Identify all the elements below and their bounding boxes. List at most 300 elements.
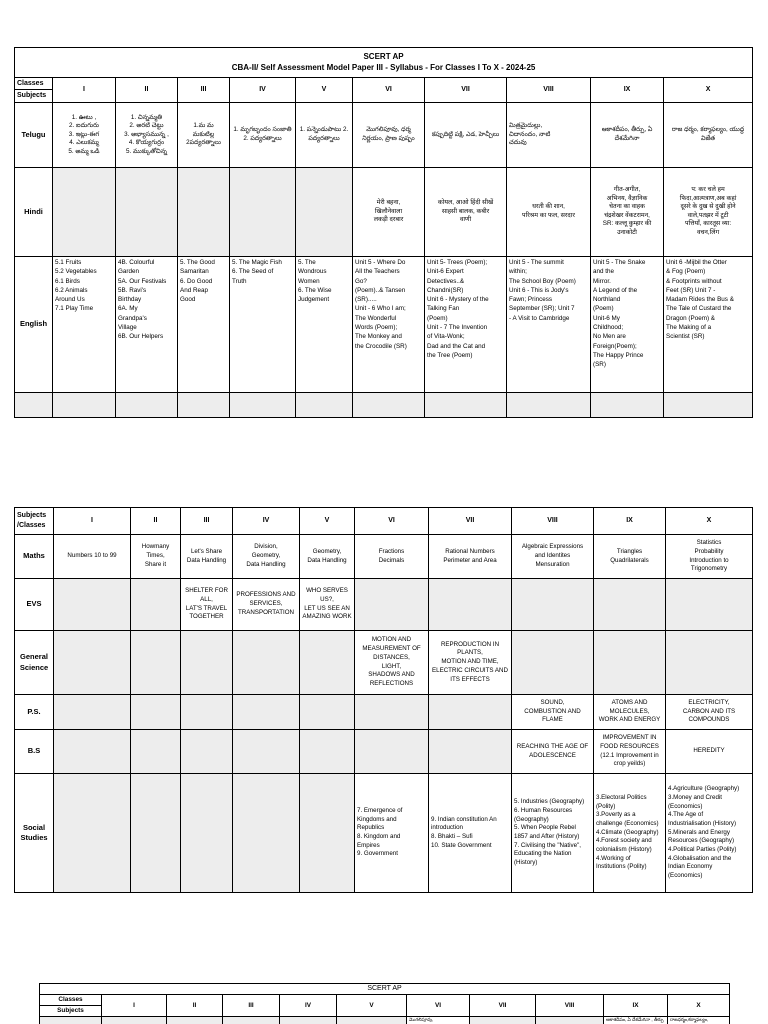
cell-line: HEREDITY — [693, 747, 725, 755]
table-title — [15, 48, 753, 78]
cell-line: 5. The — [298, 258, 316, 266]
cell-line: 5B. Ravi's — [118, 286, 147, 294]
cell-line: (Poem) — [593, 305, 614, 313]
cell-line: SR: कल्लू कुम्हार की — [602, 220, 652, 228]
subject-line: Social — [22, 822, 46, 832]
cell-evs — [181, 579, 233, 631]
cell-line: 5.Minerals and Energy — [668, 828, 730, 836]
class-header: IV — [230, 78, 296, 103]
cell-line: రాజ ధర్మం, కర్మాఫల్యం, యుద్ధ విజేత — [671, 126, 745, 142]
cell-line: 6. The Wise — [298, 286, 332, 294]
cell-telugu — [664, 102, 753, 167]
cell-line: Institutions (Polity) — [596, 863, 647, 871]
cell-line: वाणी — [459, 216, 472, 224]
cell-line: Unit 5 - The summit — [509, 258, 564, 266]
cell-line: 3. ఇట్లు-ఈగ — [68, 130, 100, 138]
subject-bs: B.S — [15, 730, 54, 774]
cell-partial-ix: ఆకాశదీపం, ఏ దేశమేగినా , తీర్పు — [604, 1017, 668, 1024]
cell-line: Numbers 10 to 99 — [67, 552, 117, 560]
cell-line: The Wonderful — [355, 314, 397, 322]
cell-line: ఆకాశదీపం, తీర్పు, ఏ దేశమేగినా — [601, 126, 653, 142]
cell-line: US?, — [320, 595, 334, 603]
cell-telugu — [507, 102, 591, 167]
cell-gs-empty — [594, 631, 666, 695]
subject-evs: EVS — [15, 579, 54, 631]
cell-line: कोयल, आओ हिंदी सीखें — [437, 199, 494, 207]
cell-english — [591, 256, 664, 392]
cell-line: 1. పన్నెండుపాటు 2. పద్యరత్నాలు — [299, 126, 349, 142]
cell-line: (12.1 Improvement in — [600, 751, 659, 759]
title-line-1: SCERT AP — [363, 51, 404, 61]
cell-line: చిదానందం, నాటి — [509, 130, 551, 138]
cell-line: challenge (Economics) — [596, 819, 659, 827]
cell-gs-empty — [131, 631, 181, 695]
cell-bs-empty — [54, 730, 131, 774]
subjects-label: Subjects — [15, 90, 53, 102]
cell-hindi — [507, 167, 591, 256]
cell-line: प: कर चले हम — [691, 186, 725, 194]
cell-line: दूसरे के दुख से दुखी होने — [680, 203, 736, 211]
cell-ss-empty — [300, 774, 355, 893]
cell-ss-empty — [54, 774, 131, 893]
cell-line: IMPROVEMENT IN — [602, 734, 657, 742]
cell-line: 4.The Age of — [668, 811, 704, 819]
cell-line: and the — [593, 268, 615, 276]
subject-social-studies — [15, 774, 54, 893]
cell-ps — [594, 695, 666, 730]
cell-line: Let's Share — [190, 547, 223, 555]
cell-evs-empty — [355, 579, 429, 631]
cell-line: TRANSPORTATION — [237, 608, 295, 616]
subject-ps: P.S. — [15, 695, 54, 730]
cell-line: 7. Civilising the "Native", — [514, 841, 581, 849]
cell-ps-empty — [233, 695, 300, 730]
row-bs — [15, 730, 753, 774]
cell-line: Introduction to — [689, 556, 729, 564]
cell-line: 5. ముక్కుతోచిన్న — [125, 147, 167, 155]
cell-line: Statistics — [696, 539, 722, 547]
cell-line: WHO SERVES — [306, 587, 348, 595]
cell-ss — [512, 774, 594, 893]
class-header: II — [167, 995, 223, 1017]
cell-line: 5. When People Rebel — [514, 824, 576, 832]
cell-line: LAT'S TRAVEL — [185, 604, 228, 612]
cell-ss — [666, 774, 753, 893]
cell-line: Unit-6 My — [593, 314, 620, 322]
cell-line: Indian Economy — [668, 863, 713, 871]
cell-line: Fractions — [378, 547, 405, 555]
cell-maths — [355, 535, 429, 579]
cell-line: Unit - 7 The Invention — [427, 324, 488, 332]
cell-ps-empty — [131, 695, 181, 730]
cell-line: కప్పుదిట్టి పక్షి, ఎడ, హెచ్చీలు — [431, 130, 500, 138]
class-header: III — [223, 995, 280, 1017]
cell-line: Quadrilaterals — [610, 556, 649, 564]
cell-line: PLANTS, — [457, 649, 483, 657]
cell-line: Foreign(Poem); — [593, 342, 637, 350]
row-maths — [15, 535, 753, 579]
class-header: I — [53, 78, 116, 103]
cell-gs-empty — [666, 631, 753, 695]
cell-telugu — [425, 102, 507, 167]
cell-line: 3.Poverty as a — [596, 811, 636, 819]
cell-line: 6. Human Resources — [514, 806, 573, 814]
cell-bs-empty — [233, 730, 300, 774]
cell-line: Northland — [593, 296, 621, 304]
blank-cell — [102, 1017, 167, 1024]
cell-maths — [300, 535, 355, 579]
cell-evs — [233, 579, 300, 631]
cell-ps-empty — [355, 695, 429, 730]
cell-bs — [666, 730, 753, 774]
cell-gs — [355, 631, 429, 695]
cell-line: परिश्रम का फल, सरदार — [522, 211, 575, 219]
cell-line: Around Us — [55, 296, 85, 304]
cell-ss — [429, 774, 512, 893]
cell-line: The School Boy (Poem) — [509, 277, 576, 285]
cell-line: 5. అమ్మ ఒడి — [68, 147, 100, 155]
cell-gs — [429, 631, 512, 695]
cell-line: 4.Working of — [596, 854, 631, 862]
row-hindi — [15, 167, 753, 256]
subjects-label: Subjects — [40, 1006, 102, 1017]
cell-line: 4.Globalisation and the — [668, 854, 732, 862]
cell-maths — [512, 535, 594, 579]
cell-hindi-empty — [116, 167, 178, 256]
class-header: VI — [353, 78, 425, 103]
row-social-studies — [15, 774, 753, 893]
cell-line: 8. Kingdom and — [357, 833, 401, 840]
cell-line: 5. The Good — [180, 258, 215, 266]
cell-line: Rational Numbers — [445, 547, 495, 555]
cell-line: Go? — [355, 277, 367, 285]
cell-maths — [233, 535, 300, 579]
subject-general-science — [15, 631, 54, 695]
cell-line: 6B. Our Helpers — [118, 333, 164, 341]
cell-line: మొగలిపూవు, ధర్మ నిర్ణయం, ప్రాణ పుష్పం — [362, 126, 415, 142]
cell-line: Howmany Times, — [141, 543, 170, 560]
cell-line: वाले,पतझर में टूटी — [687, 211, 729, 219]
cell-line: 1857 and After (History) — [514, 833, 580, 840]
cell-ps-empty — [54, 695, 131, 730]
cell-english — [116, 256, 178, 392]
cell-english — [664, 256, 753, 392]
blank-cell — [178, 392, 230, 417]
cell-line: Republics — [357, 824, 385, 832]
cell-gs-empty — [181, 631, 233, 695]
cell-bs — [594, 730, 666, 774]
cell-line: Unit 6 - Mystery of the — [427, 296, 489, 304]
cell-line: ATOMS AND — [611, 698, 648, 706]
cell-line: of Vita-Wonk; — [427, 333, 465, 341]
cell-bs-empty — [355, 730, 429, 774]
cell-line: खिलौनेवाला — [374, 207, 403, 215]
cell-line: FLAME — [542, 716, 563, 724]
cell-line: SHELTER FOR — [185, 587, 228, 595]
class-header: VI — [355, 508, 429, 535]
cell-ss-empty — [233, 774, 300, 893]
class-header: V — [296, 78, 353, 103]
cell-line: Empires — [357, 841, 380, 849]
blank-cell — [280, 1017, 337, 1024]
cell-line: 5.2 Vegetables — [55, 268, 97, 276]
cell-line: ELECTRIC CIRCUITS AND — [432, 666, 508, 674]
cell-line: Mensuration — [535, 560, 570, 568]
cell-partial-x: రాజధర్మం,కర్మాఫల్యం, — [668, 1017, 730, 1024]
cell-line: 3. అభ్యాసమున్న , — [124, 130, 169, 138]
cell-ps — [666, 695, 753, 730]
class-header: VI — [407, 995, 470, 1017]
cell-hindi — [664, 167, 753, 256]
cell-line: And Reap — [180, 286, 209, 294]
class-header: IV — [233, 508, 300, 535]
cell-line: (Economics) — [668, 802, 703, 810]
cell-line: Words (Poem); — [355, 324, 398, 332]
cell-line: within; — [509, 268, 527, 276]
cell-line: 9. Indian constitution An — [431, 815, 497, 823]
cell-gs-empty — [512, 631, 594, 695]
cell-line: 4.Forest society and — [596, 837, 652, 845]
cell-english — [425, 256, 507, 392]
subject-line: Studies — [20, 833, 48, 842]
cell-line: Unit 5 - The Snake — [593, 258, 646, 266]
cell-line: Division, — [254, 543, 278, 551]
cell-bs-empty — [429, 730, 512, 774]
cell-line: introduction — [431, 824, 463, 832]
cell-maths — [429, 535, 512, 579]
cell-line: MOTION AND TIME, — [441, 658, 499, 666]
class-header: VII — [425, 78, 507, 103]
cell-line: The Tale of Custard the — [666, 305, 732, 313]
class-header: VII — [429, 508, 512, 535]
cell-line: The Happy Prince — [593, 352, 644, 359]
cell-line: Mirror. — [593, 277, 611, 285]
syllabus-table-languages — [14, 47, 753, 418]
cell-line: the Crocodile (SR) — [355, 342, 407, 350]
cell-gs-empty — [233, 631, 300, 695]
cell-line: 2. అరటి చెట్టు — [129, 122, 164, 130]
blank-cell — [296, 392, 353, 417]
cell-line: (SR) — [593, 361, 606, 369]
cell-hindi-empty — [178, 167, 230, 256]
cell-line: Madam Rides the Bus & — [666, 296, 734, 304]
class-header: X — [666, 508, 753, 535]
cell-line: 2పద్యరత్నాలు — [186, 139, 221, 147]
cell-line: लकड़ी दरबार — [373, 216, 404, 224]
cell-line: 3.Money and Credit — [668, 793, 722, 801]
cell-ps-empty — [181, 695, 233, 730]
cell-line: फिदा,आत्मत्राण,अब कहां — [679, 194, 737, 202]
cell-ps-empty — [429, 695, 512, 730]
cell-line: Geometry, — [312, 547, 342, 555]
cell-line: All the Teachers — [355, 268, 400, 276]
cell-line: మిత్రమైదుల్లు, — [509, 122, 543, 130]
cell-line: Talking Fan — [427, 305, 460, 313]
row-telugu — [15, 102, 753, 167]
blank-cell — [591, 392, 664, 417]
cell-line: अभिनय, वैज्ञानिक — [606, 194, 648, 202]
cell-line: Trigonometry — [690, 565, 728, 573]
cell-line: 8. Bhakti – Sufi — [431, 833, 473, 840]
cell-evs-empty — [512, 579, 594, 631]
cell-maths — [181, 535, 233, 579]
cell-evs-empty — [594, 579, 666, 631]
cell-line: No Men are — [593, 333, 626, 341]
cell-line: Kingdoms and — [357, 815, 397, 823]
cell-line: SHADOWS AND — [368, 671, 415, 679]
blank-cell — [15, 392, 53, 417]
cell-line: (Economics) — [668, 872, 703, 880]
cell-telugu — [296, 102, 353, 167]
cell-line: SOUND, — [540, 698, 565, 706]
cell-line: उनाकोटी — [617, 228, 637, 236]
cell-line: 1.మ మ — [193, 122, 214, 130]
cell-line: 4B. Colourful — [118, 258, 155, 266]
cell-line: The Making of a — [666, 324, 712, 332]
blank-cell — [507, 392, 591, 417]
row-ps — [15, 695, 753, 730]
cell-telugu — [353, 102, 425, 167]
cell-line: चेतना का वाहक — [609, 203, 645, 211]
cell-line: COMBUSTION AND — [524, 707, 581, 715]
row-blank — [15, 392, 753, 417]
cell-telugu — [116, 102, 178, 167]
cell-line: Samaritan — [180, 268, 209, 276]
cell-gs-empty — [54, 631, 131, 695]
cell-hindi-empty — [296, 167, 353, 256]
cell-line: & Fog (Poem) — [666, 268, 706, 276]
cell-line: REFLECTIONS — [369, 679, 414, 687]
cell-line: 9. Government — [357, 850, 398, 858]
table-title: SCERT AP — [40, 984, 730, 995]
cell-line: 6.2 Animals — [55, 286, 88, 294]
cell-gs-empty — [300, 631, 355, 695]
cell-line: 2. ఐదుగురు — [69, 122, 99, 130]
cell-line: LET US SEE AN — [304, 604, 350, 612]
cell-line: 5A. Our Festivals — [118, 277, 167, 285]
cell-english — [178, 256, 230, 392]
class-header: IX — [594, 508, 666, 535]
cell-bs-empty — [181, 730, 233, 774]
cell-line: गीत-अगीत, — [613, 186, 641, 194]
cell-line: September (SR); Unit 7 — [509, 305, 575, 313]
cell-hindi — [591, 167, 664, 256]
cell-line: Childhood; — [593, 324, 624, 332]
cell-line: (SR)..... — [355, 296, 377, 304]
cell-line: the Tree (Poem) — [427, 352, 473, 359]
class-header: III — [178, 78, 230, 103]
cell-line: 4.Climate (Geography) — [596, 828, 659, 836]
cell-line: 5. Industries (Geography) — [514, 798, 585, 806]
class-header: X — [664, 78, 753, 103]
classes-label: Classes — [15, 78, 53, 90]
blank-cell — [167, 1017, 223, 1024]
class-header: IX — [591, 78, 664, 103]
cell-line: TOGETHER — [189, 613, 224, 621]
cell-maths — [54, 535, 131, 579]
cell-maths — [666, 535, 753, 579]
cell-line: Unit 5 - Where Do — [355, 258, 406, 266]
cell-english — [53, 256, 116, 392]
cell-line: Geometry, — [251, 552, 281, 560]
cell-line: पत्तियाँ, कारतूस व्या: — [684, 220, 732, 228]
cell-line: Wondrous — [298, 268, 327, 276]
cell-line: Unit 6 - This is Jody's — [509, 286, 569, 294]
cell-line: 4. కొయ్యగుర్రం — [128, 139, 165, 147]
cell-line: धरती की शान, — [532, 203, 565, 211]
cell-line: Women — [298, 277, 320, 285]
class-header: IV — [280, 995, 337, 1017]
title-line-2: CBA-II/ Self Assessment Model Paper III - Syllabus - For Classes I To X - 2024-25 — [231, 62, 536, 72]
cell-line: (Geography) — [514, 815, 549, 823]
cell-line: crop yeilds) — [613, 760, 646, 768]
class-header: II — [131, 508, 181, 535]
cell-line: Birthday — [118, 296, 142, 304]
cell-line: MEASUREMENT OF — [362, 645, 421, 653]
cell-line: 6A. My — [118, 305, 138, 313]
blank-cell — [353, 392, 425, 417]
cell-line: CARBON AND ITS — [682, 707, 736, 715]
blank-cell — [337, 1017, 407, 1024]
cell-line: साहसी बालक, कबीर — [441, 207, 490, 215]
cell-line: LIGHT, — [381, 662, 402, 670]
cell-line: Dad and the Cat and — [427, 342, 486, 350]
cell-line: & Footprints without — [666, 277, 722, 285]
cell-line: Dragon (Poem) & — [666, 314, 715, 322]
class-header: IX — [604, 995, 668, 1017]
cell-line: colonialism (History) — [596, 846, 652, 853]
cell-line: Industrialisation (History) — [668, 819, 737, 827]
cell-ss — [355, 774, 429, 893]
cell-line: Unit 5- Trees (Poem); — [427, 258, 488, 266]
cell-line: Garden — [118, 268, 140, 276]
cell-ss-empty — [131, 774, 181, 893]
cell-telugu — [230, 102, 296, 167]
cell-line: PROFESSIONS AND — [236, 591, 296, 599]
cell-evs-empty — [429, 579, 512, 631]
cell-line: Triangles — [616, 547, 643, 555]
cell-line: Truth — [232, 277, 247, 285]
cell-line: 4. ఎలుకమ్మ — [69, 139, 99, 147]
cell-line: 4.Political Parties (Polity) — [668, 846, 737, 853]
cell-line: (History) — [514, 859, 538, 867]
subjects-classes-label — [15, 508, 54, 535]
cell-hindi-empty — [230, 167, 296, 256]
cell-line: 5.1 Fruits — [55, 258, 82, 266]
cell-line: चंद्रशेखर वेंकटरामन, — [604, 211, 650, 219]
cell-line: AMAZING WORK — [302, 613, 352, 621]
cell-line: ELECTRICITY, — [688, 698, 730, 706]
cell-line: Chandni(SR) — [427, 286, 464, 294]
blank-cell — [664, 392, 753, 417]
blank-cell — [53, 392, 116, 417]
class-header: VII — [470, 995, 536, 1017]
subject-hindi: Hindi — [15, 167, 53, 256]
cell-maths — [594, 535, 666, 579]
cell-line: 5. The Magic Fish — [232, 258, 282, 266]
cell-line: Fawn; Princess — [509, 296, 553, 304]
cell-bs-empty — [300, 730, 355, 774]
cell-english — [230, 256, 296, 392]
blank-cell — [425, 392, 507, 417]
cell-hindi — [425, 167, 507, 256]
cell-ps-empty — [300, 695, 355, 730]
cell-english — [296, 256, 353, 392]
cell-line: Probability — [694, 547, 724, 555]
blank-cell — [470, 1017, 536, 1024]
cell-partial-vi: మొగలిపూవు, — [407, 1017, 470, 1024]
cell-english — [507, 256, 591, 392]
